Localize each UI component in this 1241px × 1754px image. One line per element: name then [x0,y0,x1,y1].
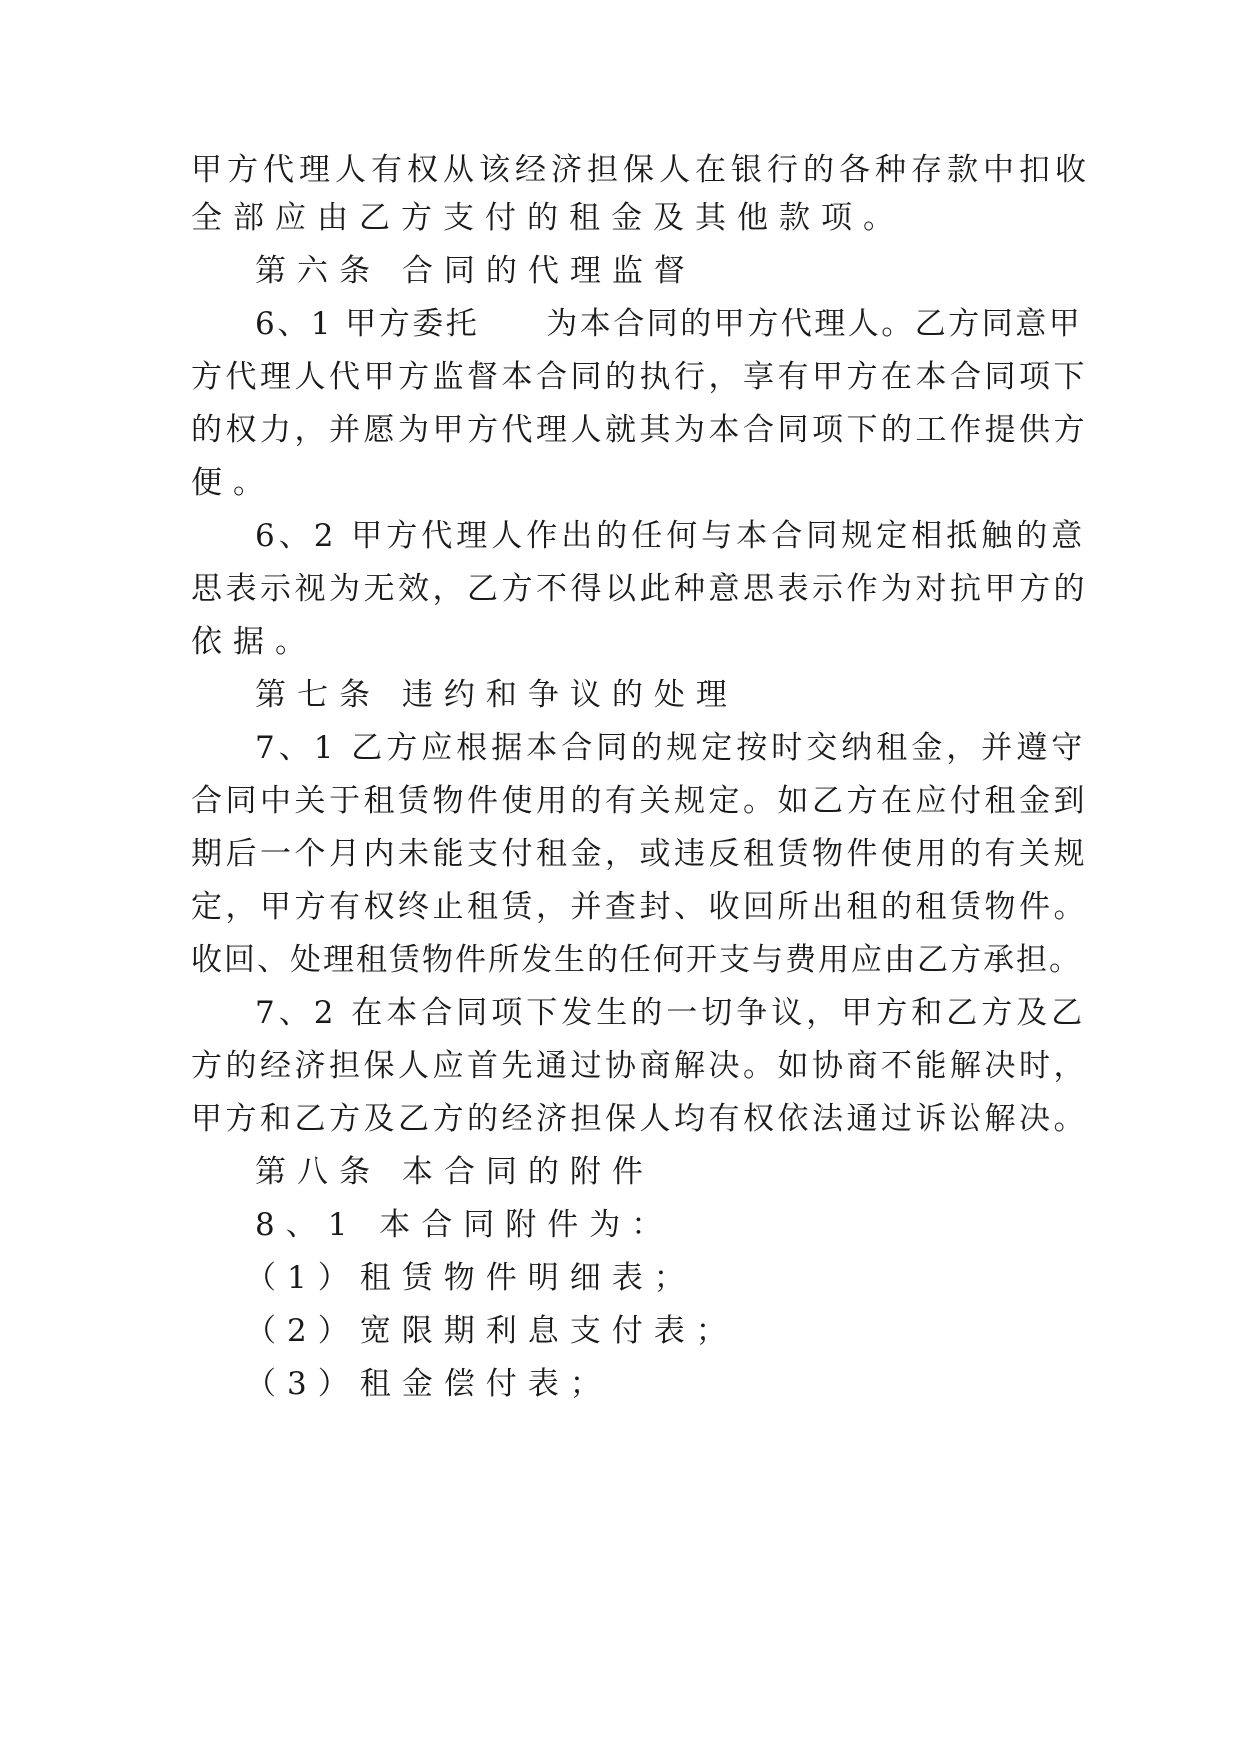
text-line: 的权力，并愿为甲方代理人就其为本合同项下的工作提供方 [191,412,1088,448]
text-line: 6、2 甲方代理人作出的任何与本合同规定相抵触的意 [255,518,1087,554]
text-line: 甲方和乙方及乙方的经济担保人均有权依法通过诉讼解决。 [191,1101,1088,1137]
text-line: 便。 [191,465,275,501]
text-line: 方代理人代甲方监督本合同的执行，享有甲方在本合同项下 [191,359,1088,395]
article-heading: 第八条 本合同的附件 [255,1154,654,1190]
list-item: （1）租赁物件明细表； [245,1260,696,1296]
text-line: 7、2 在本合同项下发生的一切争议，甲方和乙方及乙 [255,995,1087,1031]
text-line: 依据。 [191,624,317,660]
text-line: 8、1 本合同附件为： [255,1207,674,1243]
text-line: 全部应由乙方支付的租金及其他款项。 [191,200,905,236]
text-line: 期后一个月内未能支付租金，或违反租赁物件使用的有关规 [191,836,1088,872]
list-item: （2）宽限期利息支付表； [245,1313,738,1349]
text-line: 收回、处理租赁物件所发生的任何开支与费用应由乙方承担。 [191,942,1082,978]
text-line: 思表示视为无效，乙方不得以此种意思表示作为对抗甲方的 [191,571,1088,607]
text-line: 甲方代理人有权从该经济担保人在银行的各种存款中扣收 [191,152,1091,188]
text-line: 6、1 甲方委托 为本合同的甲方代理人。乙方同意甲 [255,306,1083,342]
text-line: 定，甲方有权终止租赁，并查封、收回所出租的租赁物件。 [191,889,1088,925]
text-line: 合同中关于租赁物件使用的有关规定。如乙方在应付租金到 [191,783,1088,819]
text-line: 7、1 乙方应根据本合同的规定按时交纳租金，并遵守 [255,730,1087,766]
article-heading: 第六条 合同的代理监督 [255,253,696,289]
article-heading: 第七条 违约和争议的处理 [255,677,738,713]
text-line: 方的经济担保人应首先通过协商解决。如协商不能解决时， [191,1048,1088,1084]
list-item: （3）租金偿付表； [245,1366,612,1402]
